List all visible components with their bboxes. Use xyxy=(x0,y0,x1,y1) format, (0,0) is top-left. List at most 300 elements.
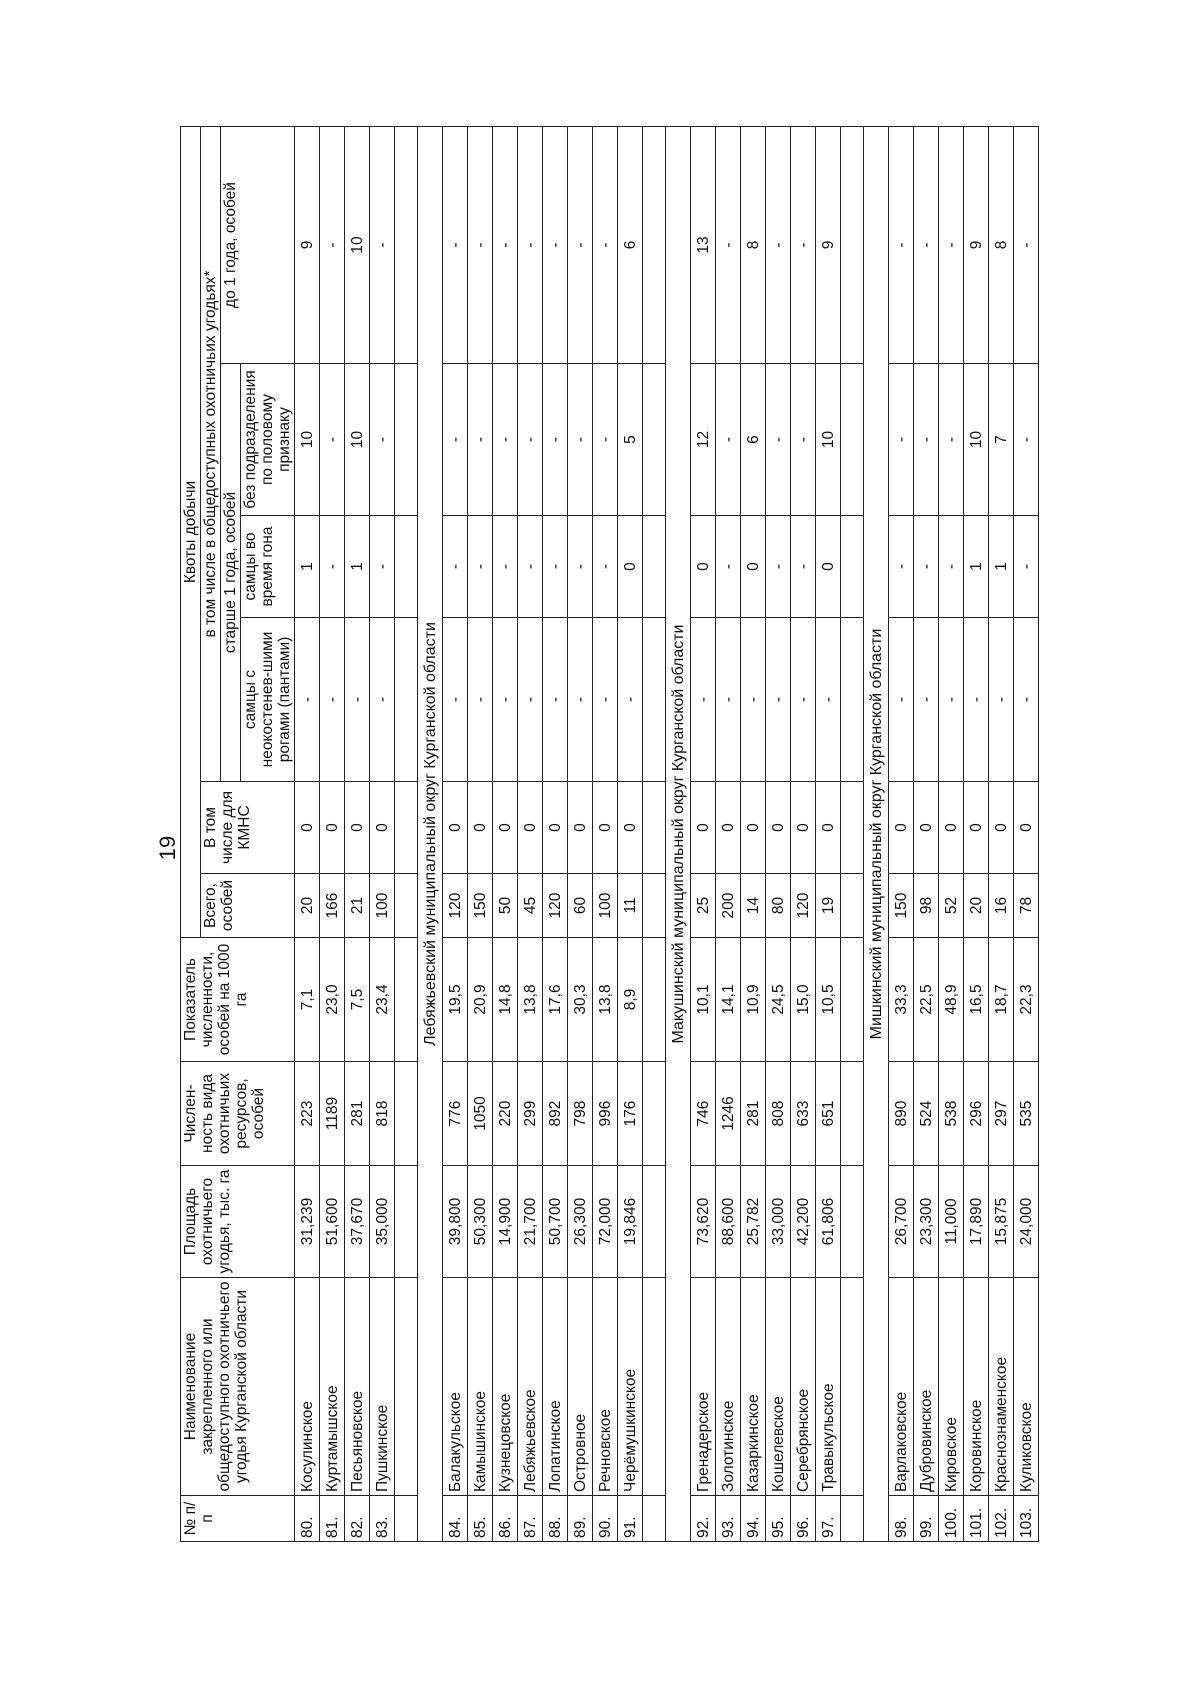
cell-no: 84. xyxy=(443,1496,468,1542)
cell-no: 102. xyxy=(989,1496,1014,1542)
cell-kmns: 0 xyxy=(568,782,593,874)
cell-name: Краснознаменское xyxy=(989,1278,1014,1496)
cell-kmns: 0 xyxy=(964,782,989,874)
cell-total: 52 xyxy=(939,874,964,938)
empty-cell xyxy=(841,364,864,516)
cell-under1: - xyxy=(914,126,939,363)
cell-no-sex: - xyxy=(493,364,518,516)
cell-no-sex: 12 xyxy=(691,364,716,516)
cell-area: 50,700 xyxy=(543,1166,568,1278)
cell-kmns: 0 xyxy=(493,782,518,874)
region-row xyxy=(418,126,443,1541)
cell-no-sex: - xyxy=(543,364,568,516)
empty-cell xyxy=(643,126,666,363)
cell-name: Золотинское xyxy=(716,1278,741,1496)
cell-under1: 8 xyxy=(741,126,766,363)
rotated-table-container xyxy=(180,127,1035,1542)
cell-density: 7,1 xyxy=(295,938,320,1062)
cell-total: 100 xyxy=(370,874,395,938)
cell-area: 72,000 xyxy=(593,1166,618,1278)
cell-total: 150 xyxy=(468,874,493,938)
cell-antlers: - xyxy=(468,618,493,782)
empty-cell xyxy=(841,516,864,618)
cell-rut: - xyxy=(939,516,964,618)
region-title: Макушинский муниципальный округ Курганской области xyxy=(666,126,691,1541)
header-no-sex: без подразделения по половому признаку xyxy=(241,364,295,516)
cell-total: 21 xyxy=(345,874,370,938)
cell-no-sex: - xyxy=(320,364,345,516)
cell-rut: - xyxy=(716,516,741,618)
cell-area: 11,000 xyxy=(939,1166,964,1278)
header-area: Площадь охотничьего угодья, тыс. га xyxy=(181,1166,295,1278)
table-row xyxy=(716,126,741,1541)
cell-no-sex: - xyxy=(791,364,816,516)
cell-no: 91. xyxy=(618,1496,643,1542)
cell-density: 10,1 xyxy=(691,938,716,1062)
cell-no-sex: - xyxy=(914,364,939,516)
cell-population: 538 xyxy=(939,1062,964,1166)
cell-total: 25 xyxy=(691,874,716,938)
region-title: Мишкинский муниципальный округ Курганской области xyxy=(864,126,889,1541)
cell-no-sex: 5 xyxy=(618,364,643,516)
cell-name: Островное xyxy=(568,1278,593,1496)
cell-kmns: 0 xyxy=(816,782,841,874)
cell-total: 11 xyxy=(618,874,643,938)
table-row xyxy=(691,126,716,1541)
cell-no-sex: - xyxy=(568,364,593,516)
cell-area: 35,000 xyxy=(370,1166,395,1278)
cell-density: 33,3 xyxy=(889,938,914,1062)
empty-cell xyxy=(841,782,864,874)
cell-name: Травыкульское xyxy=(816,1278,841,1496)
cell-density: 14,1 xyxy=(716,938,741,1062)
cell-no-sex: 7 xyxy=(989,364,1014,516)
cell-area: 42,200 xyxy=(791,1166,816,1278)
cell-name: Гренадерское xyxy=(691,1278,716,1496)
cell-rut: - xyxy=(1014,516,1039,618)
cell-no-sex: - xyxy=(889,364,914,516)
cell-antlers: - xyxy=(618,618,643,782)
header-name: Наименование закрепленного или общедоступного охотничьего угодья Курганской области xyxy=(181,1278,295,1496)
cell-density: 10,5 xyxy=(816,938,841,1062)
cell-population: 535 xyxy=(1014,1062,1039,1166)
cell-under1: - xyxy=(518,126,543,363)
cell-antlers: - xyxy=(493,618,518,782)
cell-density: 13,8 xyxy=(593,938,618,1062)
header-public-group: в том числе в общедоступных охотничьих угодьях* xyxy=(201,126,221,781)
empty-cell xyxy=(395,516,418,618)
cell-under1: 8 xyxy=(989,126,1014,363)
cell-under1: - xyxy=(468,126,493,363)
cell-total: 120 xyxy=(543,874,568,938)
cell-antlers: - xyxy=(741,618,766,782)
cell-total: 14 xyxy=(741,874,766,938)
cell-name: Лопатинское xyxy=(543,1278,568,1496)
cell-area: 19,846 xyxy=(618,1166,643,1278)
cell-antlers: - xyxy=(816,618,841,782)
cell-no: 85. xyxy=(468,1496,493,1542)
table-header xyxy=(181,126,295,1541)
cell-no-sex: - xyxy=(1014,364,1039,516)
cell-under1: - xyxy=(593,126,618,363)
cell-area: 14,900 xyxy=(493,1166,518,1278)
quota-table xyxy=(180,126,1039,1542)
empty-cell xyxy=(841,618,864,782)
cell-no: 103. xyxy=(1014,1496,1039,1542)
empty-cell xyxy=(841,1278,864,1496)
cell-antlers: - xyxy=(443,618,468,782)
cell-area: 33,000 xyxy=(766,1166,791,1278)
cell-total: 20 xyxy=(964,874,989,938)
cell-rut: - xyxy=(914,516,939,618)
table-row xyxy=(741,126,766,1541)
cell-population: 299 xyxy=(518,1062,543,1166)
cell-name: Кировское xyxy=(939,1278,964,1496)
cell-area: 51,600 xyxy=(320,1166,345,1278)
cell-population: 651 xyxy=(816,1062,841,1166)
table-row xyxy=(1014,126,1039,1541)
cell-under1: - xyxy=(766,126,791,363)
cell-population: 746 xyxy=(691,1062,716,1166)
cell-no: 96. xyxy=(791,1496,816,1542)
cell-total: 100 xyxy=(593,874,618,938)
cell-under1: - xyxy=(370,126,395,363)
empty-cell xyxy=(643,618,666,782)
cell-population: 281 xyxy=(741,1062,766,1166)
cell-under1: - xyxy=(939,126,964,363)
cell-area: 88,600 xyxy=(716,1166,741,1278)
cell-area: 21,700 xyxy=(518,1166,543,1278)
cell-population: 220 xyxy=(493,1062,518,1166)
cell-name: Косулинское xyxy=(295,1278,320,1496)
cell-no: 92. xyxy=(691,1496,716,1542)
cell-under1: 9 xyxy=(964,126,989,363)
cell-area: 17,890 xyxy=(964,1166,989,1278)
cell-kmns: 0 xyxy=(543,782,568,874)
cell-under1: - xyxy=(493,126,518,363)
cell-antlers: - xyxy=(766,618,791,782)
cell-population: 524 xyxy=(914,1062,939,1166)
cell-no: 100. xyxy=(939,1496,964,1542)
cell-name: Казаркинское xyxy=(741,1278,766,1496)
cell-population: 996 xyxy=(593,1062,618,1166)
empty-cell xyxy=(643,938,666,1062)
cell-name: Черёмушкинское xyxy=(618,1278,643,1496)
cell-no: 81. xyxy=(320,1496,345,1542)
header-kmns: В том числе для КМНС xyxy=(201,782,295,874)
cell-population: 296 xyxy=(964,1062,989,1166)
cell-area: 37,670 xyxy=(345,1166,370,1278)
cell-rut: - xyxy=(518,516,543,618)
cell-area: 50,300 xyxy=(468,1166,493,1278)
header-antlers: самцы с неокостенев-шими рогами (пантами) xyxy=(241,618,295,782)
cell-density: 17,6 xyxy=(543,938,568,1062)
cell-density: 30,3 xyxy=(568,938,593,1062)
empty-cell xyxy=(643,1278,666,1496)
section-spacer-row xyxy=(395,126,418,1541)
cell-rut: - xyxy=(543,516,568,618)
empty-cell xyxy=(395,874,418,938)
cell-name: Куликовское xyxy=(1014,1278,1039,1496)
cell-total: 80 xyxy=(766,874,791,938)
cell-no-sex: - xyxy=(518,364,543,516)
cell-antlers: - xyxy=(716,618,741,782)
cell-kmns: 0 xyxy=(939,782,964,874)
cell-kmns: 0 xyxy=(320,782,345,874)
cell-name: Коровинское xyxy=(964,1278,989,1496)
cell-population: 176 xyxy=(618,1062,643,1166)
cell-total: 45 xyxy=(518,874,543,938)
empty-cell xyxy=(643,874,666,938)
header-quota-group: Квоты добычи xyxy=(181,126,201,937)
cell-total: 120 xyxy=(791,874,816,938)
cell-antlers: - xyxy=(964,618,989,782)
cell-no: 94. xyxy=(741,1496,766,1542)
cell-no: 97. xyxy=(816,1496,841,1542)
cell-name: Балакульское xyxy=(443,1278,468,1496)
cell-kmns: 0 xyxy=(518,782,543,874)
cell-rut: - xyxy=(568,516,593,618)
cell-antlers: - xyxy=(914,618,939,782)
cell-density: 13,8 xyxy=(518,938,543,1062)
cell-rut: 0 xyxy=(816,516,841,618)
cell-kmns: 0 xyxy=(295,782,320,874)
table-row xyxy=(593,126,618,1541)
empty-cell xyxy=(643,364,666,516)
empty-cell xyxy=(643,782,666,874)
cell-antlers: - xyxy=(889,618,914,782)
cell-rut: 1 xyxy=(295,516,320,618)
region-title: Лебяжьевский муниципальный округ Курганской области xyxy=(418,126,443,1541)
table-row xyxy=(618,126,643,1541)
cell-name: Камышинское xyxy=(468,1278,493,1496)
cell-rut: - xyxy=(766,516,791,618)
cell-area: 25,782 xyxy=(741,1166,766,1278)
cell-kmns: 0 xyxy=(914,782,939,874)
region-row xyxy=(864,126,889,1541)
cell-no-sex: - xyxy=(443,364,468,516)
cell-no: 86. xyxy=(493,1496,518,1542)
table-row xyxy=(989,126,1014,1541)
empty-cell xyxy=(841,938,864,1062)
cell-population: 808 xyxy=(766,1062,791,1166)
cell-name: Куртамышское xyxy=(320,1278,345,1496)
cell-density: 8,9 xyxy=(618,938,643,1062)
cell-area: 23,300 xyxy=(914,1166,939,1278)
cell-no: 89. xyxy=(568,1496,593,1542)
section-spacer-row xyxy=(643,126,666,1541)
cell-no: 99. xyxy=(914,1496,939,1542)
cell-under1: - xyxy=(889,126,914,363)
cell-rut: - xyxy=(370,516,395,618)
cell-density: 24,5 xyxy=(766,938,791,1062)
cell-antlers: - xyxy=(1014,618,1039,782)
cell-rut: 1 xyxy=(964,516,989,618)
table-row xyxy=(370,126,395,1541)
cell-population: 776 xyxy=(443,1062,468,1166)
cell-rut: - xyxy=(320,516,345,618)
cell-kmns: 0 xyxy=(345,782,370,874)
cell-total: 19 xyxy=(816,874,841,938)
cell-density: 23,4 xyxy=(370,938,395,1062)
header-rut: самцы во время гона xyxy=(241,516,295,618)
cell-under1: - xyxy=(543,126,568,363)
cell-under1: - xyxy=(791,126,816,363)
cell-density: 10,9 xyxy=(741,938,766,1062)
table-body xyxy=(295,126,1039,1541)
cell-population: 1246 xyxy=(716,1062,741,1166)
header-total: Всего, особей xyxy=(201,874,295,938)
cell-population: 892 xyxy=(543,1062,568,1166)
empty-cell xyxy=(841,1166,864,1278)
cell-total: 50 xyxy=(493,874,518,938)
cell-area: 31,239 xyxy=(295,1166,320,1278)
cell-no: 95. xyxy=(766,1496,791,1542)
cell-no-sex: - xyxy=(766,364,791,516)
header-population: Числен-ность вида охотничьих ресурсов, особей xyxy=(181,1062,295,1166)
cell-under1: 13 xyxy=(691,126,716,363)
cell-no-sex: 10 xyxy=(816,364,841,516)
cell-area: 15,875 xyxy=(989,1166,1014,1278)
cell-name: Речновское xyxy=(593,1278,618,1496)
cell-total: 200 xyxy=(716,874,741,938)
cell-density: 18,7 xyxy=(989,938,1014,1062)
cell-no: 88. xyxy=(543,1496,568,1542)
cell-total: 120 xyxy=(443,874,468,938)
cell-kmns: 0 xyxy=(691,782,716,874)
cell-density: 22,5 xyxy=(914,938,939,1062)
cell-population: 223 xyxy=(295,1062,320,1166)
cell-no-sex: 10 xyxy=(964,364,989,516)
empty-cell xyxy=(395,618,418,782)
header-no: № п/п xyxy=(181,1496,295,1542)
cell-area: 61,806 xyxy=(816,1166,841,1278)
cell-antlers: - xyxy=(295,618,320,782)
cell-name: Кошелевское xyxy=(766,1278,791,1496)
cell-rut: - xyxy=(791,516,816,618)
cell-area: 26,700 xyxy=(889,1166,914,1278)
cell-under1: - xyxy=(320,126,345,363)
cell-density: 48,9 xyxy=(939,938,964,1062)
empty-cell xyxy=(643,1062,666,1166)
table-row xyxy=(889,126,914,1541)
table-row xyxy=(443,126,468,1541)
cell-antlers: - xyxy=(345,618,370,782)
cell-rut: 0 xyxy=(618,516,643,618)
table-row xyxy=(964,126,989,1541)
empty-cell xyxy=(841,126,864,363)
cell-antlers: - xyxy=(939,618,964,782)
cell-rut: - xyxy=(889,516,914,618)
header-older-group: старше 1 года, особей xyxy=(221,364,241,782)
cell-population: 297 xyxy=(989,1062,1014,1166)
cell-kmns: 0 xyxy=(370,782,395,874)
table-row xyxy=(345,126,370,1541)
cell-name: Песьяновское xyxy=(345,1278,370,1496)
cell-no: 87. xyxy=(518,1496,543,1542)
cell-population: 818 xyxy=(370,1062,395,1166)
cell-antlers: - xyxy=(370,618,395,782)
cell-antlers: - xyxy=(518,618,543,782)
cell-population: 281 xyxy=(345,1062,370,1166)
cell-rut: - xyxy=(493,516,518,618)
empty-cell xyxy=(395,1062,418,1166)
cell-kmns: 0 xyxy=(989,782,1014,874)
cell-population: 633 xyxy=(791,1062,816,1166)
cell-under1: 10 xyxy=(345,126,370,363)
cell-kmns: 0 xyxy=(741,782,766,874)
table-row xyxy=(766,126,791,1541)
empty-cell xyxy=(395,782,418,874)
cell-name: Лебяжьевское xyxy=(518,1278,543,1496)
header-density: Показатель численности, особей на 1000 га xyxy=(181,938,295,1062)
table-row xyxy=(939,126,964,1541)
cell-no-sex: - xyxy=(593,364,618,516)
cell-population: 1050 xyxy=(468,1062,493,1166)
cell-kmns: 0 xyxy=(1014,782,1039,874)
cell-no: 83. xyxy=(370,1496,395,1542)
cell-antlers: - xyxy=(791,618,816,782)
cell-kmns: 0 xyxy=(468,782,493,874)
empty-cell xyxy=(395,938,418,1062)
table-row xyxy=(320,126,345,1541)
cell-total: 166 xyxy=(320,874,345,938)
empty-cell xyxy=(395,1166,418,1278)
cell-area: 73,620 xyxy=(691,1166,716,1278)
table-row xyxy=(468,126,493,1541)
cell-total: 60 xyxy=(568,874,593,938)
cell-under1: - xyxy=(1014,126,1039,363)
table-row xyxy=(914,126,939,1541)
cell-kmns: 0 xyxy=(716,782,741,874)
cell-no-sex: 10 xyxy=(345,364,370,516)
cell-area: 26,300 xyxy=(568,1166,593,1278)
cell-density: 16,5 xyxy=(964,938,989,1062)
cell-under1: 9 xyxy=(816,126,841,363)
cell-total: 98 xyxy=(914,874,939,938)
table-row xyxy=(816,126,841,1541)
cell-under1: 6 xyxy=(618,126,643,363)
cell-antlers: - xyxy=(691,618,716,782)
cell-kmns: 0 xyxy=(791,782,816,874)
empty-cell xyxy=(841,1496,864,1542)
cell-kmns: 0 xyxy=(618,782,643,874)
table-row xyxy=(543,126,568,1541)
table-row xyxy=(791,126,816,1541)
cell-no: 82. xyxy=(345,1496,370,1542)
cell-no-sex: 10 xyxy=(295,364,320,516)
cell-no-sex: - xyxy=(939,364,964,516)
cell-rut: 0 xyxy=(691,516,716,618)
cell-no: 98. xyxy=(889,1496,914,1542)
cell-antlers: - xyxy=(320,618,345,782)
cell-rut: - xyxy=(593,516,618,618)
cell-kmns: 0 xyxy=(766,782,791,874)
empty-cell xyxy=(643,1496,666,1542)
cell-rut: - xyxy=(468,516,493,618)
cell-total: 20 xyxy=(295,874,320,938)
cell-no-sex: - xyxy=(716,364,741,516)
cell-total: 16 xyxy=(989,874,1014,938)
cell-name: Серебрянское xyxy=(791,1278,816,1496)
cell-density: 22,3 xyxy=(1014,938,1039,1062)
cell-no: 80. xyxy=(295,1496,320,1542)
empty-cell xyxy=(395,1278,418,1496)
cell-population: 890 xyxy=(889,1062,914,1166)
cell-population: 1189 xyxy=(320,1062,345,1166)
empty-cell xyxy=(395,1496,418,1542)
cell-antlers: - xyxy=(989,618,1014,782)
